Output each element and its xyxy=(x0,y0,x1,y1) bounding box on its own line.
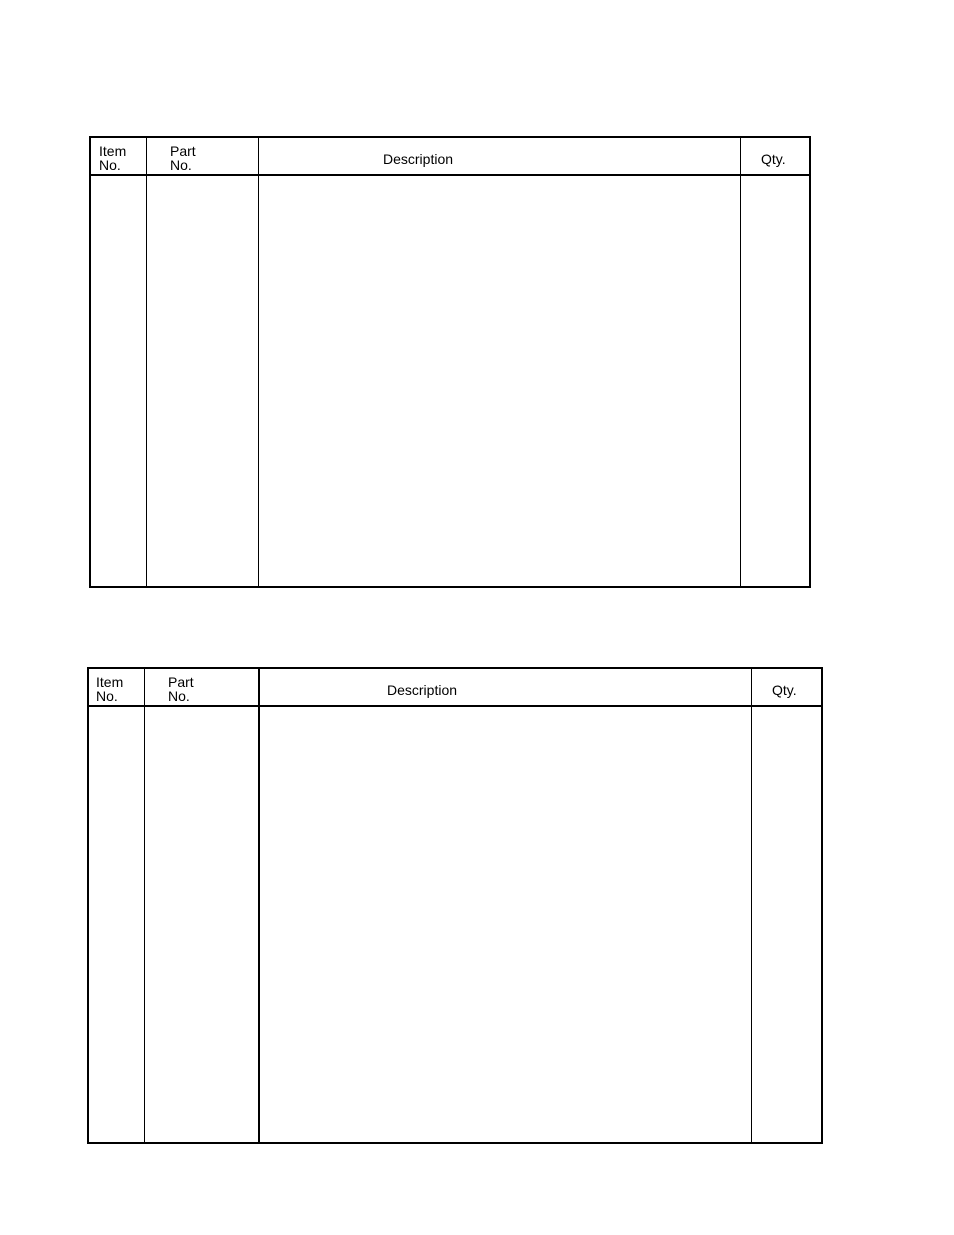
header-description: Description xyxy=(387,682,458,698)
column-divider xyxy=(751,669,752,1142)
column-divider xyxy=(258,669,260,1142)
column-divider xyxy=(146,138,147,586)
header-item-no: Item No. xyxy=(99,143,127,173)
header-qty: Qty. xyxy=(772,682,797,698)
parts-table-2 xyxy=(87,667,823,1144)
header-item-no: Item No. xyxy=(96,674,124,704)
column-divider xyxy=(258,138,259,586)
column-divider xyxy=(144,669,145,1142)
column-divider xyxy=(740,138,741,586)
header-qty: Qty. xyxy=(761,151,786,167)
header-part-no: Part No. xyxy=(168,674,194,704)
header-description: Description xyxy=(383,151,454,167)
header-part-no: Part No. xyxy=(170,143,196,173)
parts-table-1 xyxy=(89,136,811,588)
